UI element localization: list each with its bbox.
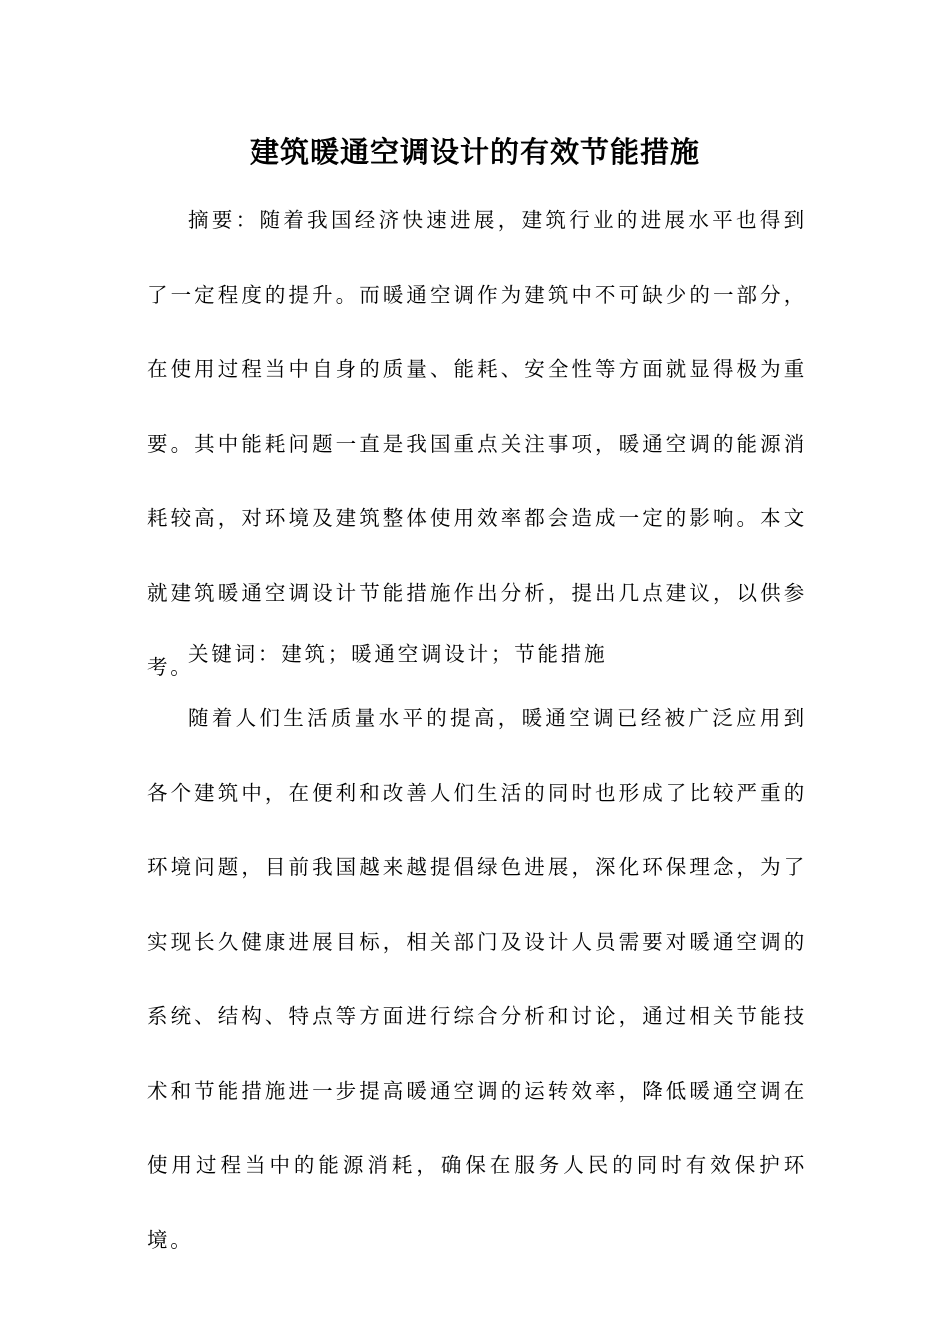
abstract-paragraph: 摘要：随着我国经济快速进展，建筑行业的进展水平也得到了一定程度的提升。而暖通空调作为建筑中不可缺少的一部分，在使用过程当中自身的质量、能耗、安全性等方面就显得极为重要。其中能耗问题一直是我国重点关注事项，暖通空调的能源消耗较高，对环境及建筑整体使用效率都会造成一定的影响。本文就建筑暖通空调设计节能措施作出分析，提出几点建议，以供参考。 bbox=[147, 208, 807, 679]
keywords-line: 关键词：建筑；暖通空调设计；节能措施 bbox=[188, 642, 608, 666]
intro-paragraph: 随着人们生活质量水平的提高，暖通空调已经被广泛应用到各个建筑中，在便利和改善人们生活的同时也形成了比较严重的环境问题，目前我国越来越提倡绿色进展，深化环保理念，为了实现长久健康进展目标，相关部门及设计人员需要对暖通空调的系统、结构、特点等方面进行综合分析和讨论，通过相关节能技术和节能措施进一步提高暖通空调的运转效率，降低暖通空调在使用过程当中的能源消耗，确保在服务人民的同时有效保护环境。 bbox=[147, 706, 807, 1252]
document-title: 建筑暖通空调设计的有效节能措施 bbox=[249, 135, 700, 169]
